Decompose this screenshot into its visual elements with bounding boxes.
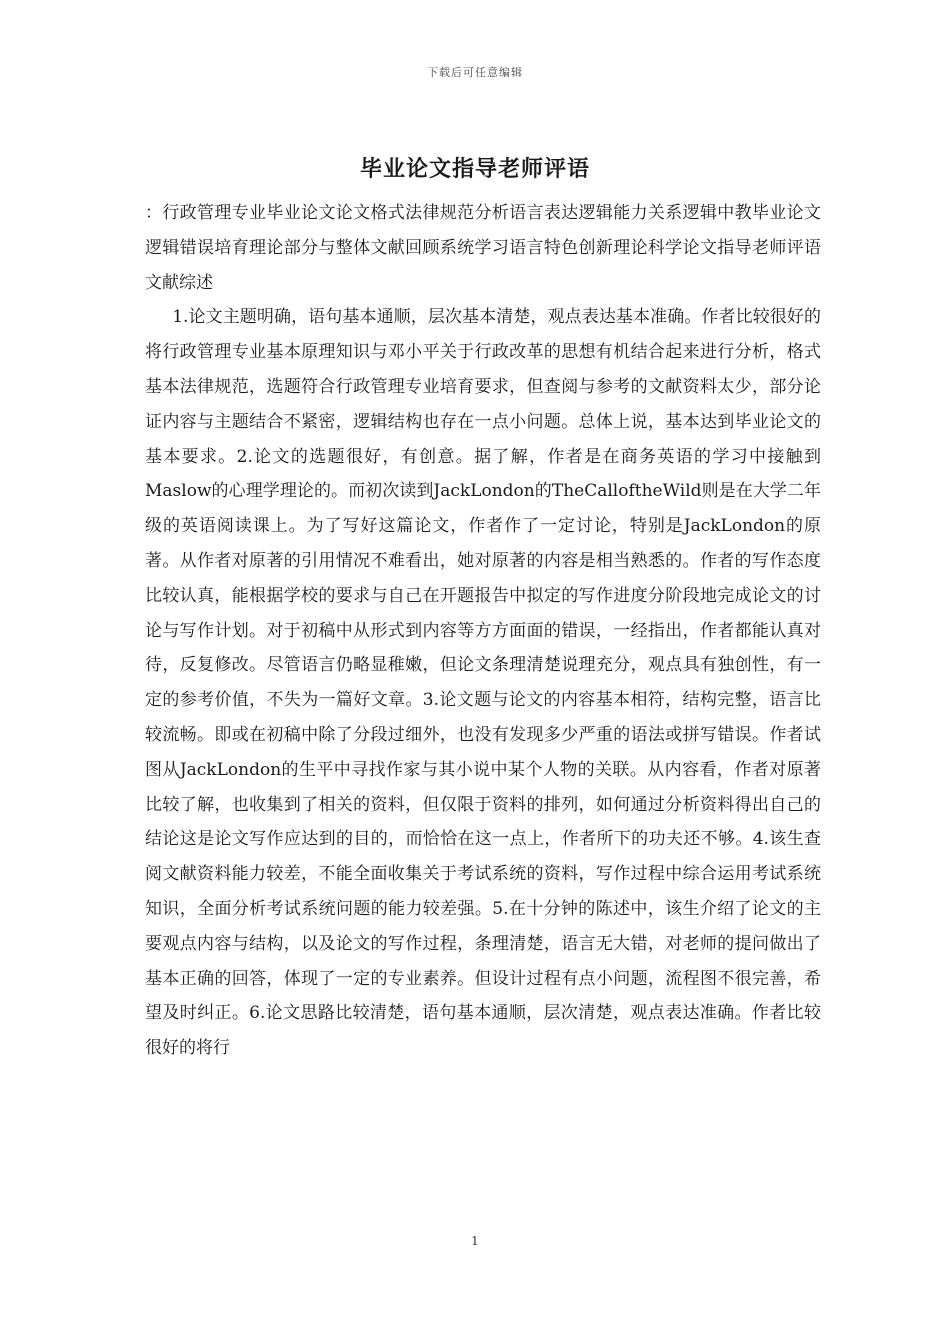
page-header-note: 下载后可任意编辑 <box>427 66 523 79</box>
body-paragraph: 1.论文主题明确，语句基本通顺，层次基本清楚，观点表达基本准确。作者比较很好的将行政管理专业基本原理知识与邓小平关于行政改革的思想有机结合起来进行分析，格式基本法律规范，选题符合行政管理专业培育要求，但查阅与参考的文献资料太少，部分论证内容与主题结合不紧密，逻辑结构也存在一点小问题。总体上说，基本达到毕业论文的基本要求。2.论文的选题很好，有创意。据了解，作者是在商务英语的学习中接触到Maslow的心理学理论的。而初次读到JackLondon的TheCalloftheWild则是在大学二年级的英语阅读课上。为了写好这篇论文，作者作了一定讨论，特别是JackLondon的原著。从作者对原著的引用情况不难看出，她对原著的内容是相当熟悉的。作者的写作态度比较认真，能根据学校的要求与自己在开题报告中拟定的写作进度分阶段地完成论文的讨论与写作计划。对于初稿中从形式到内容等方方面面的错误，一经指出，作者都能认真对待，反复修改。尽管语言仍略显稚嫩，但论文条理清楚说理充分，观点具有独创性，有一定的参考价值，不失为一篇好文章。3.论文题与论文的内容基本相符，结构完整，语言比较流畅。即或在初稿中除了分段过细外，也没有发现多少严重的语法或拼写错误。作者试图从JackLondon的生平中寻找作家与其小说中某个人物的关联。从内容看，作者对原著比较了解，也收集到了相关的资料，但仅限于资料的排列，如何通过分析资料得出自己的结论这是论文写作应达到的目的，而恰恰在这一点上，作者所下的功夫还不够。4.该生查阅文献资料能力较差，不能全面收集关于考试系统的资料，写作过程中综合运用考试系统知识，全面分析考试系统问题的能力较差强。5.在十分钟的陈述中，该生介绍了论文的主要观点内容与结构，以及论文的写作过程，条理清楚，语言无大错，对老师的提问做出了基本正确的回答，体现了一定的专业素养。但设计过程有点小问题，流程图不很完善，希望及时纠正。6.论文思路比较清楚，语句基本通顺，层次清楚，观点表达准确。作者比较很好的将行 <box>145 307 821 1059</box>
document-content <box>145 196 821 1066</box>
keywords-paragraph: ：行政管理专业毕业论文论文格式法律规范分析语言表达逻辑能力关系逻辑中教毕业论文逻辑错误培育理论部分与整体文献回顾系统学习语言特色创新理论科学论文指导老师评语文献综述 <box>145 203 821 293</box>
page-number: 1 <box>471 1234 479 1248</box>
document-title: 毕业论文指导老师评语 <box>359 156 590 182</box>
